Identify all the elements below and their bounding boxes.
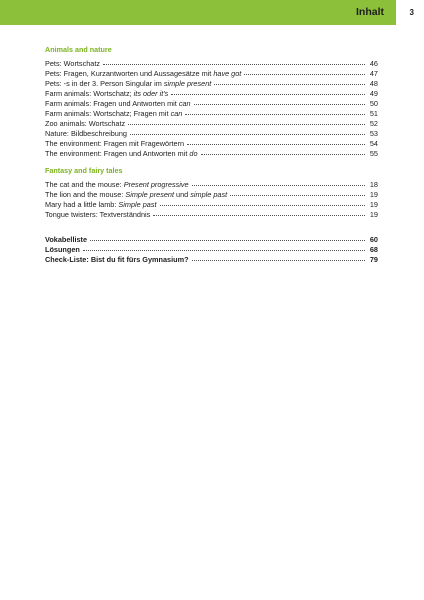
entry-title (45, 69, 241, 79)
entry-title (45, 89, 168, 99)
dot-leader (153, 215, 365, 216)
dot-leader (201, 154, 365, 155)
page-number: 3 (409, 8, 414, 17)
entry-title-text: Pets: Fragen, Kurzantworten und Aussagesätze mit (45, 69, 214, 78)
entry-page: 49 (369, 89, 378, 98)
toc-entry[interactable] (45, 119, 378, 129)
toc-entry[interactable] (45, 69, 378, 79)
dot-leader (130, 134, 365, 135)
entry-title (45, 180, 189, 190)
dot-leader (244, 74, 365, 75)
entry-title (45, 139, 184, 149)
toc-entry[interactable] (45, 59, 378, 69)
entry-page: 60 (369, 235, 378, 244)
entry-title-italic: do (189, 149, 198, 158)
entry-title (45, 79, 211, 89)
toc-entry[interactable] (45, 180, 378, 190)
entry-page: 54 (369, 139, 378, 148)
entry-title (45, 59, 100, 69)
dot-leader (128, 124, 365, 125)
entry-page: 50 (369, 99, 378, 108)
entry-title-text: Pets: Wortschatz (45, 59, 101, 68)
dot-leader (187, 144, 365, 145)
entry-title-text: Nature: Bildbeschreibung (45, 129, 127, 138)
entry-title-italic: can (170, 109, 183, 118)
toc-entry[interactable] (45, 89, 378, 99)
dot-leader (192, 185, 365, 186)
toc-entry[interactable] (45, 99, 378, 109)
dot-leader (214, 84, 365, 85)
section-entries (45, 180, 378, 220)
entry-page: 79 (369, 255, 378, 264)
entry-page: 53 (369, 129, 378, 138)
entry-page: 19 (369, 200, 378, 209)
appendix-list (45, 235, 378, 265)
toc-entry[interactable] (45, 190, 378, 200)
toc-entry[interactable] (45, 210, 378, 220)
entry-title-italic: Simple past (118, 200, 157, 209)
entry-title-italic: its oder it's (133, 89, 169, 98)
toc-entry[interactable] (45, 149, 378, 159)
entry-title-italic: simple past (190, 190, 228, 199)
spacer (45, 227, 378, 235)
entry-title (45, 119, 125, 129)
entry-title-text: The environment: Fragen und Antworten mit (45, 149, 190, 158)
dot-leader (160, 205, 365, 206)
dot-leader (83, 250, 365, 251)
toc-entry[interactable] (45, 235, 378, 245)
toc-entry[interactable] (45, 200, 378, 210)
entry-title-italic: simple present (163, 79, 212, 88)
entry-title (45, 99, 191, 109)
entry-title-text: Pets: -s in der 3. Person Singular im (45, 79, 164, 88)
entry-title-text: Tongue twisters: Textverständnis (45, 210, 151, 219)
toc-entry[interactable] (45, 139, 378, 149)
entry-title-italic: Simple present (125, 190, 174, 199)
toc-section (45, 166, 378, 220)
entry-title-italic: Present progressive (123, 180, 189, 189)
entry-title-text: Farm animals: Wortschatz; (45, 89, 134, 98)
section-title: Animals and nature (45, 45, 112, 54)
entry-page: 48 (369, 79, 378, 88)
page-title: Inhalt (356, 6, 384, 18)
entry-title: Vokabelliste (45, 235, 88, 244)
entry-page: 51 (369, 109, 378, 118)
header-bar (0, 0, 396, 25)
entry-page: 47 (369, 69, 378, 78)
entry-title (45, 210, 150, 220)
entry-title (45, 109, 182, 119)
entry-title-text: Farm animals: Fragen und Antworten mit (45, 99, 179, 108)
entry-page: 52 (369, 119, 378, 128)
entry-title (45, 129, 127, 139)
entry-title-text: Mary had a little lamb: (45, 200, 119, 209)
toc-section (45, 45, 378, 159)
dot-leader (90, 240, 365, 241)
entry-title: Check-Liste: Bist du fit fürs Gymnasium? (45, 255, 189, 264)
entry-title-text: The cat and the mouse: (45, 180, 124, 189)
dot-leader (185, 114, 365, 115)
entry-page: 19 (369, 190, 378, 199)
toc-entry[interactable] (45, 129, 378, 139)
section-entries (45, 59, 378, 159)
entry-title (45, 149, 198, 159)
dot-leader (192, 260, 365, 261)
entry-title-text: und (174, 190, 191, 199)
toc-entry[interactable] (45, 255, 378, 265)
entry-page: 19 (369, 210, 378, 219)
section-title: Fantasy and fairy tales (45, 166, 123, 175)
dot-leader (103, 64, 365, 65)
entry-page: 68 (369, 245, 378, 254)
entry-title-text: Farm animals: Wortschatz; Fragen mit (45, 109, 171, 118)
entry-page: 55 (369, 149, 378, 158)
toc-entry[interactable] (45, 109, 378, 119)
entry-title-text: The lion and the mouse: (45, 190, 126, 199)
entry-title-italic: have got (213, 69, 242, 78)
table-of-contents (45, 45, 378, 265)
dot-leader (230, 195, 365, 196)
entry-page: 18 (369, 180, 378, 189)
toc-entry[interactable] (45, 245, 378, 255)
entry-page: 46 (369, 59, 378, 68)
dot-leader (194, 104, 365, 105)
entry-title-text: The environment: Fragen mit Fragewörtern (45, 139, 185, 148)
dot-leader (171, 94, 365, 95)
entry-title (45, 200, 157, 210)
entry-title: Lösungen (45, 245, 80, 254)
toc-entry[interactable] (45, 79, 378, 89)
entry-title-text: Zoo animals: Wortschatz (45, 119, 126, 128)
entry-title (45, 190, 227, 200)
entry-title-italic: can (178, 99, 191, 108)
